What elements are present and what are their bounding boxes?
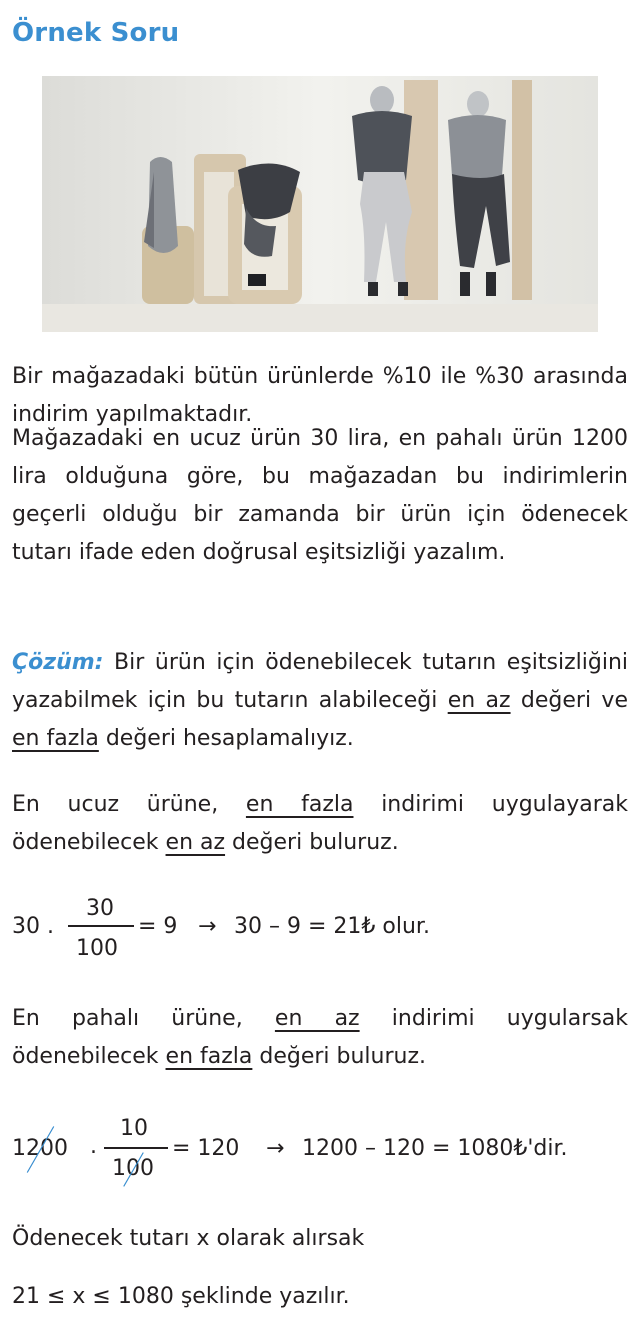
- calc2-result: 1200 – 120 = 1080₺'dir.: [302, 1136, 568, 1161]
- solution-label: Çözüm:: [12, 650, 104, 675]
- lira-icon: ₺: [513, 1136, 528, 1161]
- calc1-result: 30 – 9 = 21₺ olur.: [234, 914, 430, 939]
- calc2-dot: .: [90, 1134, 97, 1159]
- arrow-icon: →: [198, 914, 217, 939]
- store-window-photo: [42, 76, 598, 332]
- calc2-equals: = 120: [172, 1136, 240, 1161]
- calc2-numerator: 10: [120, 1116, 148, 1141]
- calc1-equals: = 9: [138, 914, 178, 939]
- page-title: Örnek Soru: [12, 18, 180, 48]
- underlined-en-az: en az: [165, 830, 226, 855]
- calc1-denominator: 100: [76, 936, 118, 961]
- fraction-bar: [68, 925, 134, 927]
- question-paragraph-1: Bir mağazadaki bütün ürünlerde %10 ile %30 arasında indirim yapılmaktadır.: [12, 364, 628, 427]
- calc1-left: 30 .: [12, 914, 54, 939]
- final-inequality: 21 ≤ x ≤ 1080 şeklinde yazılır.: [12, 1284, 350, 1309]
- underlined-en-fazla: en fazla: [165, 1044, 253, 1069]
- calc1-numerator: 30: [86, 896, 114, 921]
- cheap-product-paragraph: En ucuz ürüne, en fazla indirimi uygulayarak ödenebilecek en az değeri buluruz.: [12, 792, 628, 855]
- underlined-en-fazla: en fazla: [12, 726, 99, 751]
- lira-icon: ₺: [361, 914, 376, 939]
- solution-intro: Çözüm: Bir ürün için ödenebilecek tutarın eşitsizliğini yazabilmek için bu tutarın alabileceği en az değeri ve en fazla değeri hesaplamalıyız.: [12, 650, 628, 751]
- fraction-bar: [104, 1147, 168, 1149]
- question-paragraph-2: Mağazadaki en ucuz ürün 30 lira, en pahalı ürün 1200 lira olduğuna göre, bu mağazadan bu indirimlerin geçerli olduğu bir zamanda bir ürün için ödenecek tutarı ifade eden doğrusal eşitsizliği yazalım.: [12, 426, 628, 565]
- calculation-1: [12, 892, 628, 962]
- underlined-en-az: en az: [274, 1006, 360, 1031]
- expensive-product-paragraph: En pahalı ürüne, en az indirimi uygularsak ödenebilecek en fazla değeri buluruz.: [12, 1006, 629, 1069]
- calc2-left: 1200: [12, 1136, 68, 1161]
- underlined-en-az: en az: [447, 688, 511, 713]
- variable-definition: Ödenecek tutarı x olarak alırsak: [12, 1226, 365, 1251]
- underlined-en-fazla: en fazla: [245, 792, 354, 817]
- calc2-denominator: 100: [112, 1156, 154, 1181]
- calculation-2: [12, 1112, 628, 1182]
- arrow-icon: →: [266, 1136, 285, 1161]
